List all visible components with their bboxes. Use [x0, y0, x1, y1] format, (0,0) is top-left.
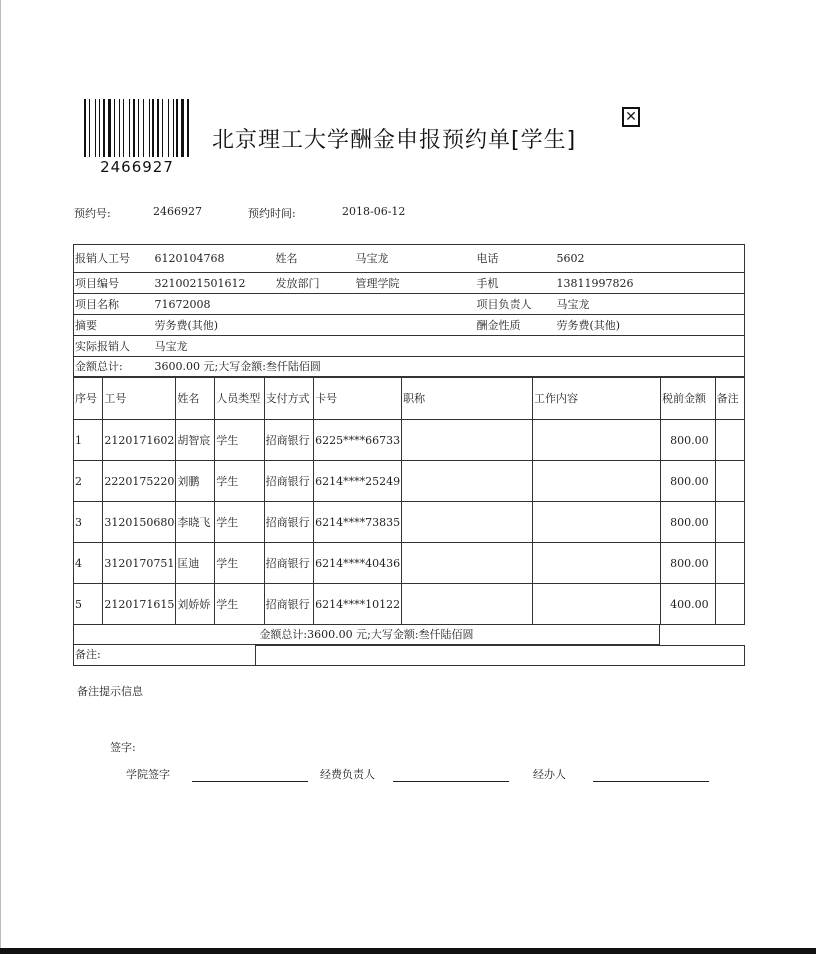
info-label: 发放部门 [275, 276, 320, 290]
info-row [74, 315, 745, 336]
table-cell [715, 543, 744, 584]
info-row [74, 294, 745, 315]
table-cell: 学生 [215, 543, 264, 584]
table-cell: 匡迪 [176, 543, 215, 584]
table-header-cell: 姓名 [176, 378, 215, 420]
detail-table [73, 377, 745, 625]
table-cell: 刘娇娇 [176, 584, 215, 625]
college-signature-label: 学院签字 [126, 768, 170, 781]
table-cell [532, 543, 660, 584]
table-cell: 3 [74, 502, 103, 543]
table-cell: 学生 [215, 461, 264, 502]
info-label: 报销人工号 [75, 252, 130, 265]
handler-signature-label: 经办人 [533, 768, 566, 781]
remark-label: 备注: [73, 645, 256, 666]
table-cell: 胡智宸 [176, 420, 215, 461]
order-no-value: 2466927 [153, 205, 202, 218]
table-cell: 学生 [215, 502, 264, 543]
table-cell [402, 461, 533, 502]
fund-owner-signature-label: 经费负责人 [320, 768, 375, 781]
table-header-cell: 工号 [103, 378, 176, 420]
info-label: 姓名 [275, 252, 298, 265]
table-cell: 学生 [215, 420, 264, 461]
table-cell: 800.00 [660, 420, 715, 461]
info-label: 电话 [476, 252, 499, 265]
table-cell: 800.00 [660, 502, 715, 543]
table-cell [402, 584, 533, 625]
order-no-label: 预约号: [74, 207, 111, 220]
barcode [84, 99, 190, 157]
table-cell [402, 543, 533, 584]
table-cell [715, 461, 744, 502]
detail-total: 金额总计:3600.00 元;大写金额:叁仟陆佰圆 [73, 625, 660, 645]
info-value: 劳务费(其他) [556, 318, 621, 332]
close-icon[interactable]: ✕ [622, 107, 640, 127]
table-cell: 2 [74, 461, 103, 502]
table-cell: 6214****25249 [314, 461, 402, 502]
table-row [74, 584, 745, 625]
table-cell: 2120171615 [103, 584, 176, 625]
info-value: 3600.00 元;大写金额:叁仟陆佰圆 [154, 360, 321, 373]
info-table [73, 244, 745, 377]
table-cell: 李晓飞 [176, 502, 215, 543]
table-cell: 6214****40436 [314, 543, 402, 584]
table-row [74, 543, 745, 584]
info-label: 金额总计: [75, 360, 123, 373]
table-cell [532, 584, 660, 625]
college-signature-line [192, 781, 308, 782]
table-cell: 800.00 [660, 543, 715, 584]
info-label: 酬金性质 [476, 318, 521, 332]
table-cell: 招商银行 [264, 420, 313, 461]
info-value: 劳务费(其他) [154, 318, 219, 332]
table-row [74, 502, 745, 543]
info-row [74, 357, 745, 377]
info-label: 手机 [476, 276, 499, 290]
page-border [0, 0, 1, 954]
table-cell: 招商银行 [264, 584, 313, 625]
table-cell: 招商银行 [264, 502, 313, 543]
table-cell [532, 502, 660, 543]
table-header-cell: 卡号 [314, 378, 402, 420]
info-value: 管理学院 [355, 276, 400, 290]
info-label: 实际报销人 [75, 339, 130, 353]
table-header-cell: 支付方式 [264, 378, 313, 420]
table-cell [715, 420, 744, 461]
table-cell: 800.00 [660, 461, 715, 502]
remark-row [73, 645, 745, 666]
order-time-value: 2018-06-12 [342, 205, 406, 218]
info-label: 项目编号 [75, 276, 119, 290]
table-cell: 6214****73835 [314, 502, 402, 543]
remark-value [255, 645, 745, 666]
table-cell [532, 461, 660, 502]
table-cell [402, 420, 533, 461]
info-value: 马宝龙 [355, 252, 389, 265]
table-row [74, 420, 745, 461]
table-header-cell: 序号 [74, 378, 103, 420]
bottom-bar [0, 948, 816, 954]
table-header-cell: 人员类型 [215, 378, 264, 420]
table-cell: 3120170751 [103, 543, 176, 584]
table-cell: 6225****66733 [314, 420, 402, 461]
info-row [74, 336, 745, 357]
info-value: 6120104768 [154, 252, 225, 265]
table-cell [715, 502, 744, 543]
table-cell: 4 [74, 543, 103, 584]
table-header-cell: 职称 [402, 378, 533, 420]
barcode-number: 2466927 [100, 158, 174, 176]
table-cell: 1 [74, 420, 103, 461]
table-cell [402, 502, 533, 543]
handler-signature-line [593, 781, 709, 782]
info-row [74, 273, 745, 294]
info-value: 马宝龙 [556, 297, 590, 311]
table-header-cell: 工作内容 [532, 378, 660, 420]
table-cell: 400.00 [660, 584, 715, 625]
table-header-cell: 备注 [715, 378, 744, 420]
remark-tip: 备注提示信息 [77, 685, 143, 698]
table-cell: 学生 [215, 584, 264, 625]
table-cell: 5 [74, 584, 103, 625]
table-cell: 2120171602 [103, 420, 176, 461]
table-cell [715, 584, 744, 625]
info-value: 71672008 [154, 297, 211, 311]
table-cell: 招商银行 [264, 543, 313, 584]
table-header-cell: 税前金额 [660, 378, 715, 420]
info-row [74, 245, 745, 273]
page-title: 北京理工大学酬金申报预约单[学生] [212, 128, 577, 153]
table-header-row [74, 378, 745, 420]
info-value: 3210021501612 [154, 276, 246, 290]
info-value: 5602 [556, 252, 585, 265]
table-cell: 3120150680 [103, 502, 176, 543]
info-label: 项目名称 [75, 297, 119, 311]
info-label: 项目负责人 [476, 297, 532, 311]
table-cell: 招商银行 [264, 461, 313, 502]
info-label: 摘要 [75, 318, 97, 332]
signature-title: 签字: [110, 741, 136, 754]
table-row [74, 461, 745, 502]
table-cell: 刘鹏 [176, 461, 215, 502]
info-value: 13811997826 [556, 276, 634, 290]
table-cell: 2220175220 [103, 461, 176, 502]
table-cell [532, 420, 660, 461]
info-value: 马宝龙 [154, 339, 188, 353]
fund-owner-signature-line [393, 781, 509, 782]
order-time-label: 预约时间: [248, 207, 296, 220]
table-cell: 6214****10122 [314, 584, 402, 625]
